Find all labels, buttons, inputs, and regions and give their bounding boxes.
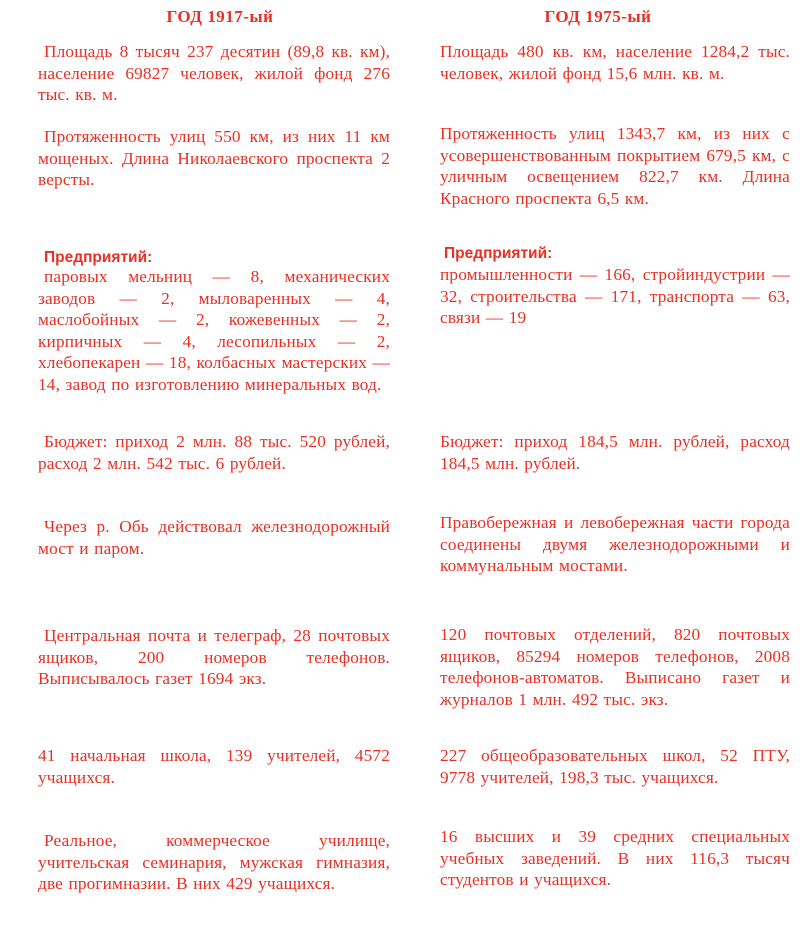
- budget-1975: Бюджет: приход 184,5 млн. рублей, расход 184,5 млн. рублей.: [440, 432, 790, 473]
- budget-1917: Бюджет: приход 2 млн. 88 тыс. 520 рублей, расход 2 млн. 542 тыс. 6 рублей.: [38, 432, 390, 473]
- column-header-1975: ГОД 1975-ый: [544, 7, 652, 26]
- streets-1975: Протяженность улиц 1343,7 км, из них с усовершенствованным покрытием 679,5 км, с уличным освещением 822,7 км. Длина Красного проспекта 6,5 км.: [440, 124, 790, 208]
- post-1917: Центральная почта и телеграф, 28 почтовых ящиков, 200 номеров телефонов. Выписывалось газет 1694 экз.: [38, 626, 390, 689]
- area-1917: Площадь 8 тысяч 237 десятин (89,8 кв. км), население 69827 человек, жилой фонд 276 тыс. кв. м.: [38, 42, 390, 105]
- schools-1975: 227 общеобразовательных школ, 52 ПТУ, 9778 учителей, 198,3 тыс. учащихся.: [440, 746, 790, 787]
- enterprises-1917: паровых мельниц — 8, механических заводов — 2, мыловаренных — 4, маслобойных — 2, кожевенных — 2, кирпичных — 4, лесопильных — 2, хлебопекарен — 18, колбасных мастерских — 14, завод по изготовлению минеральных вод.: [38, 267, 390, 394]
- enterprises-heading-1975: Предприятий:: [444, 245, 553, 262]
- enterprises-1975: промышленности — 166, стройиндустрии — 32, строительства — 171, транспорта — 63, связи — 19: [440, 265, 790, 328]
- post-1975: 120 почтовых отделений, 820 почтовых ящиков, 85294 номеров телефонов, 2008 телефонов-автоматов. Выписано газет и журналов 1 млн. 492 тыс. экз.: [440, 625, 790, 709]
- streets-1917: Протяженность улиц 550 км, из них 11 км мощеных. Длина Николаевского проспекта 2 версты.: [38, 127, 390, 190]
- enterprises-heading-1917: Предприятий:: [44, 249, 153, 266]
- bridge-1917: Через р. Обь действовал железнодорожный мост и паром.: [38, 517, 390, 558]
- higher-education-1975: 16 высших и 39 средних специальных учебных заведений. В них 116,3 тысяч студентов и учащихся.: [440, 827, 790, 890]
- bridge-1975: Правобережная и левобережная части города соединены двумя железнодорожными и коммунальным мостами.: [440, 513, 790, 576]
- area-1975: Площадь 480 кв. км, население 1284,2 тыс. человек, жилой фонд 15,6 млн. кв. м.: [440, 42, 790, 83]
- higher-education-1917: Реальное, коммерческое училище, учительская семинария, мужская гимназия, две прогимназии. В них 429 учащихся.: [38, 831, 390, 894]
- schools-1917: 41 начальная школа, 139 учителей, 4572 учащихся.: [38, 746, 390, 787]
- column-header-1917: ГОД 1917-ый: [166, 7, 274, 26]
